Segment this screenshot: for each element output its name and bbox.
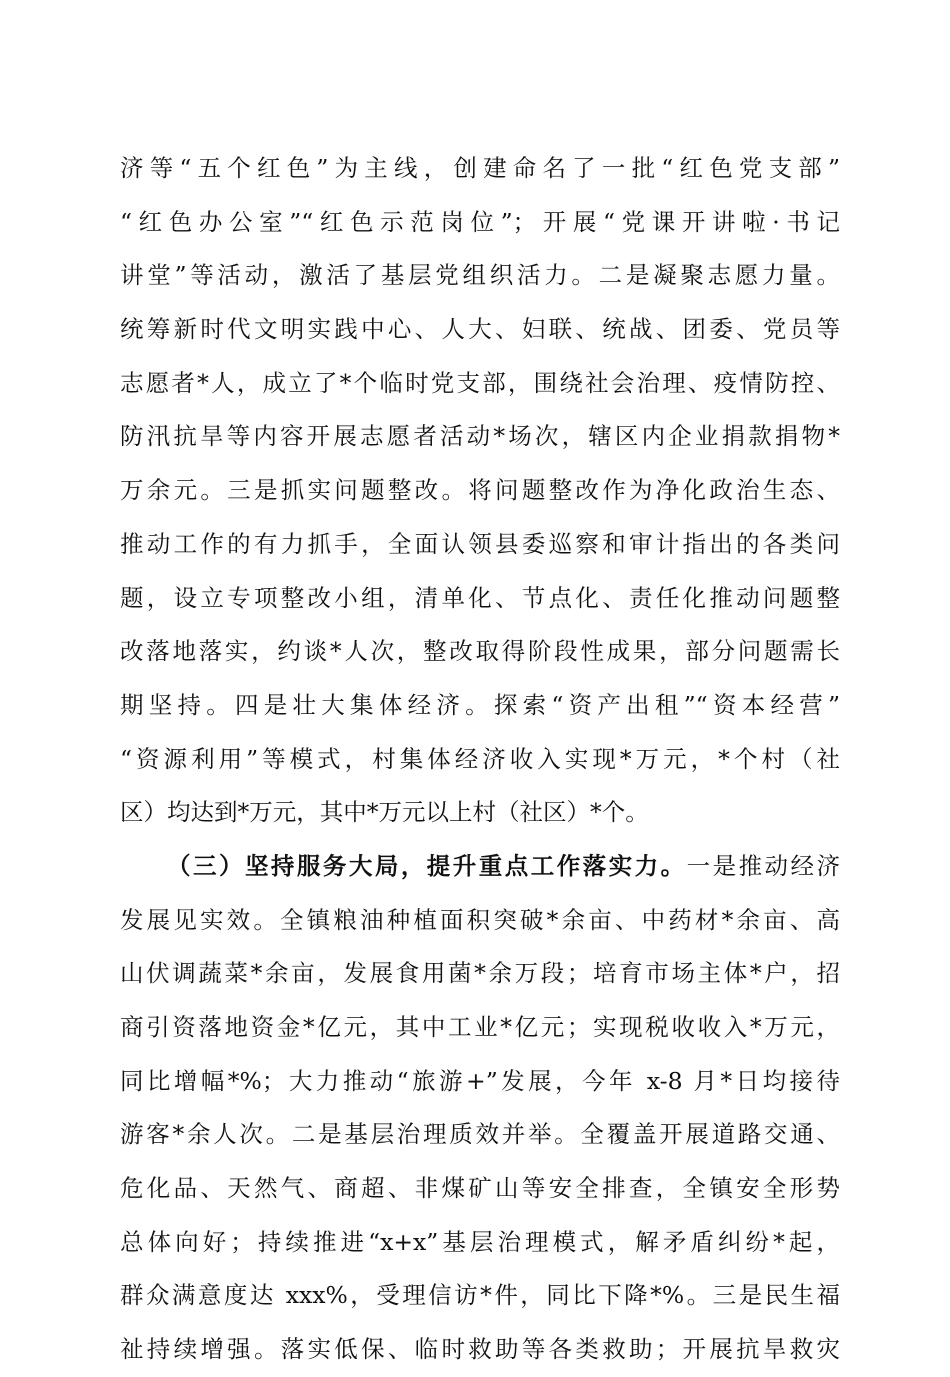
text-line: 发展见实效。全镇粮油种植面积突破*余亩、中药材*余亩、高 bbox=[120, 905, 840, 934]
text-line: 讲堂”等活动，激活了基层党组织活力。二是凝聚志愿力量。 bbox=[120, 261, 840, 290]
text-line: 游客*余人次。二是基层治理质效并举。全覆盖开展道路交通、 bbox=[120, 1120, 840, 1149]
text-line: 祉持续增强。落实低保、临时救助等各类救助；开展抗旱救灾 bbox=[120, 1335, 840, 1364]
text-line: 区）均达到*万元，其中*万元以上村（社区）*个。 bbox=[120, 798, 649, 827]
text-line: 山伏调蔬菜*余亩，发展食用菌*余万段；培育市场主体*户，招 bbox=[120, 959, 840, 988]
text-line: 同比增幅*%；大力推动“旅游+”发展，今年 x-8 月*日均接待 bbox=[120, 1066, 840, 1095]
text-line: 商引资落地资金*亿元，其中工业*亿元；实现税收收入*万元， bbox=[120, 1013, 840, 1041]
text-run: 一是推动经济 bbox=[686, 851, 840, 880]
text-line: “红色办公室”“红色示范岗位”；开展“党课开讲啦·书记 bbox=[120, 207, 840, 236]
text-line: 防汛抗旱等内容开展志愿者活动*场次，辖区内企业捐款捐物* bbox=[120, 422, 840, 451]
text-line: 总体向好；持续推进“x+x”基层治理模式，解矛盾纠纷*起， bbox=[120, 1227, 840, 1256]
text-line: 推动工作的有力抓手，全面认领县委巡察和审计指出的各类问 bbox=[120, 529, 840, 558]
text-line: 群众满意度达 xxx%，受理信访*件，同比下降*%。三是民生福 bbox=[120, 1281, 840, 1310]
text-line: 万余元。三是抓实问题整改。将问题整改作为净化政治生态、 bbox=[120, 476, 840, 505]
text-line: 志愿者*人，成立了*个临时党支部，围绕社会治理、疫情防控、 bbox=[120, 368, 840, 397]
text-line: 改落地落实，约谈*人次，整改取得阶段性成果，部分问题需长 bbox=[120, 637, 840, 666]
text-line: “资源利用”等模式，村集体经济收入实现*万元，*个村（社 bbox=[120, 744, 840, 773]
text-line: 题，设立专项整改小组，清单化、节点化、责任化推动问题整 bbox=[120, 583, 840, 612]
text-line: 济等“五个红色”为主线，创建命名了一批“红色党支部” bbox=[120, 154, 840, 182]
body-text bbox=[120, 142, 840, 1377]
section-heading: （三）坚持服务大局，提升重点工作落实力。 bbox=[167, 851, 687, 880]
text-line: 危化品、天然气、商超、非煤矿山等安全排查，全镇安全形势 bbox=[120, 1174, 840, 1203]
text-line: 期坚持。四是壮大集体经济。探索“资产出租”“资本经营” bbox=[120, 690, 840, 719]
text-line: 统筹新时代文明实践中心、人大、妇联、统战、团委、党员等 bbox=[120, 315, 840, 344]
paragraph-first-line bbox=[120, 840, 840, 894]
